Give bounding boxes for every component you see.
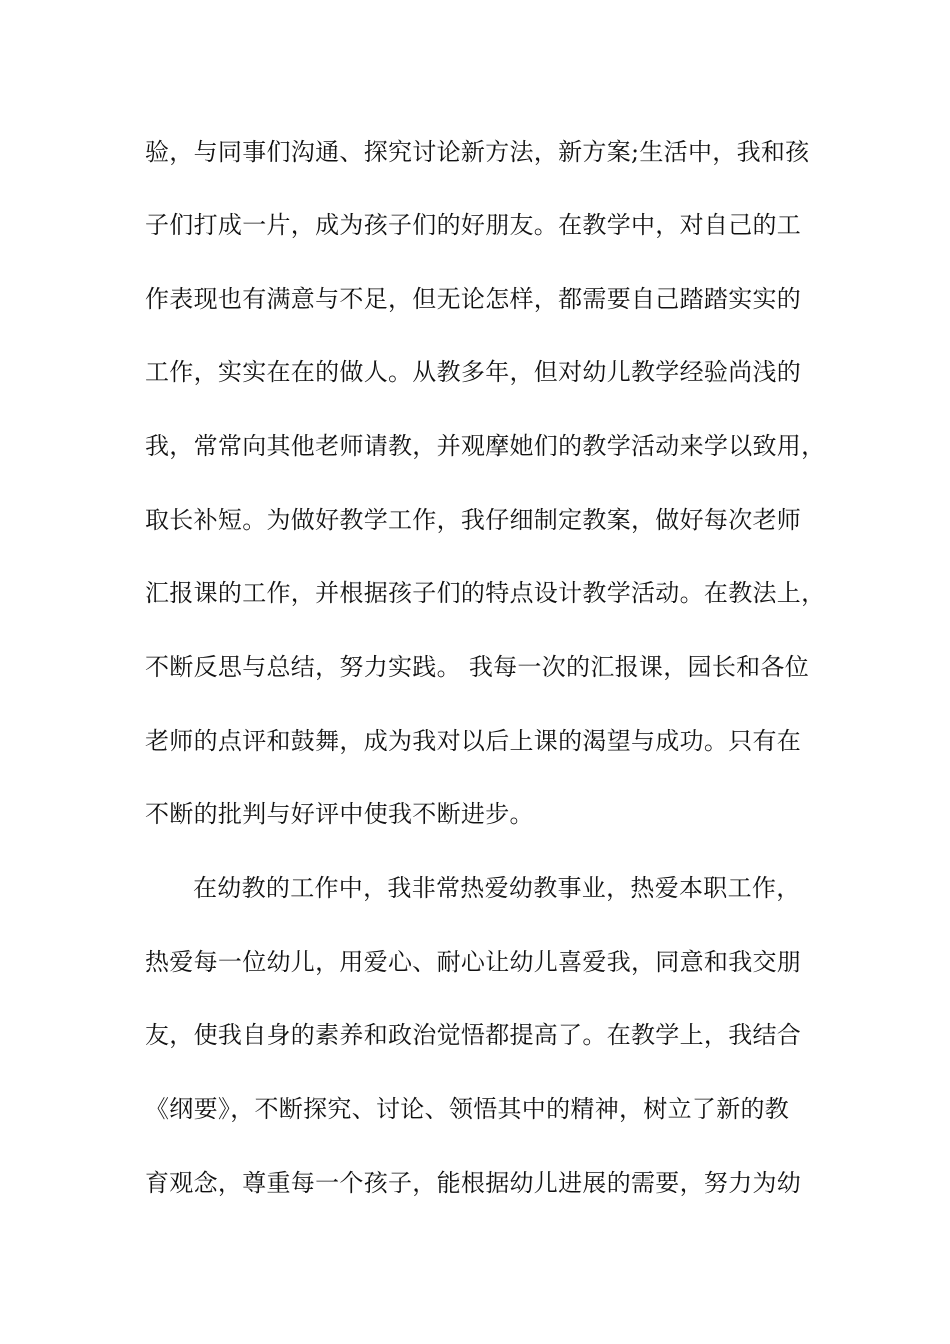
text-line: 汇报课的工作，并根据孩子们的特点设计教学活动。在教法上， xyxy=(145,579,826,607)
text-line: 作表现也有满意与不足，但无论怎样，都需要自己踏踏实实的 xyxy=(145,285,802,313)
text-line: 我，常常向其他老师请教，并观摩她们的教学活动来学以致用， xyxy=(145,432,826,460)
text-line: 热爱每一位幼儿，用爱心、耐心让幼儿喜爱我，同意和我交朋 xyxy=(145,948,802,976)
text-line: 育观念，尊重每一个孩子，能根据幼儿进展的需要，努力为幼 xyxy=(145,1169,802,1197)
text-line: 不断反思与总结，努力实践。 我每一次的汇报课，园长和各位 xyxy=(145,653,810,681)
text-line: 友，使我自身的素养和政治觉悟都提高了。在教学上，我结合 xyxy=(145,1021,802,1049)
text-line: 取长补短。为做好教学工作，我仔细制定教案，做好每次老师 xyxy=(145,506,802,534)
text-line: 工作，实实在在的做人。从教多年，但对幼儿教学经验尚浅的 xyxy=(145,358,802,386)
text-line: 子们打成一片，成为孩子们的好朋友。在教学中，对自己的工 xyxy=(145,211,802,239)
text-line: 老师的点评和鼓舞，成为我对以后上课的渴望与成功。只有在 xyxy=(145,727,802,755)
text-line: 不断的批判与好评中使我不断进步。 xyxy=(145,800,534,828)
paragraph-first-line: 在幼教的工作中，我非常热爱幼教事业，热爱本职工作， xyxy=(193,874,801,902)
text-line: 《纲要》，不断探究、讨论、领悟其中的精神，树立了新的教 xyxy=(145,1095,790,1123)
text-line: 验，与同事们沟通、探究讨论新方法，新方案;生活中，我和孩 xyxy=(145,138,810,166)
